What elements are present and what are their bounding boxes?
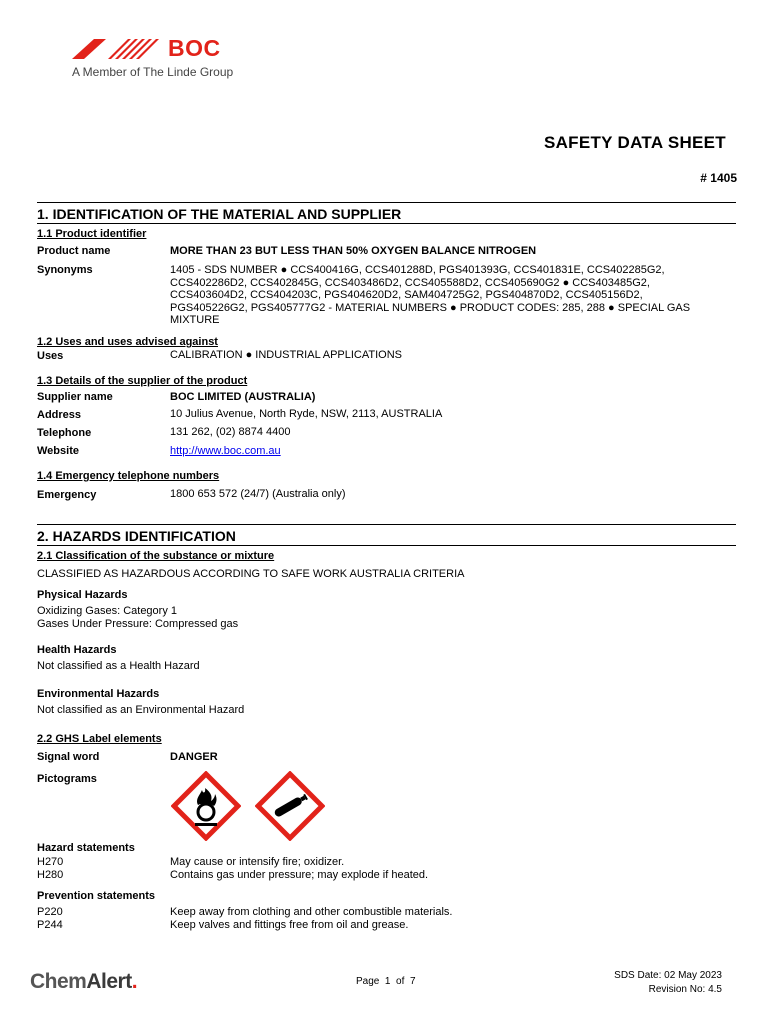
subsection-1-3-title: 1.3 Details of the supplier of the product: [37, 375, 248, 387]
brand-tagline: A Member of The Linde Group: [72, 65, 234, 79]
revision-number: Revision No: 4.5: [648, 984, 722, 995]
emergency-label: Emergency: [37, 489, 97, 501]
hazard-statements-label: Hazard statements: [37, 842, 135, 854]
section-1-heading: 1. IDENTIFICATION OF THE MATERIAL AND SUPPLIER: [37, 202, 736, 224]
prevention-code: P220: [37, 906, 63, 918]
uses-label: Uses: [37, 350, 64, 362]
prevention-text: Keep valves and fittings free from oil and grease.: [170, 919, 409, 931]
website-link[interactable]: http://www.boc.com.au: [170, 445, 281, 457]
gas-cylinder-icon: [255, 771, 325, 844]
telephone-value: 131 262, (02) 8874 4400: [170, 426, 291, 438]
prevention-statements-label: Prevention statements: [37, 890, 155, 902]
hazard-text: Contains gas under pressure; may explode if heated.: [170, 869, 429, 881]
health-hazards-value: Not classified as a Health Hazard: [37, 660, 200, 672]
subsection-1-2-title: 1.2 Uses and uses advised against: [37, 336, 218, 348]
address-label: Address: [37, 409, 82, 421]
supplier-value: BOC LIMITED (AUSTRALIA): [170, 391, 316, 403]
prevention-code: P244: [37, 919, 63, 931]
emergency-value: 1800 653 572 (24/7) (Australia only): [170, 488, 346, 500]
website-label: Website: [37, 445, 79, 457]
uses-value: CALIBRATION ● INDUSTRIAL APPLICATIONS: [170, 349, 402, 361]
hazard-code: H280: [37, 869, 64, 881]
hazard-text: May cause or intensify fire; oxidizer.: [170, 856, 345, 868]
section-2-heading: 2. HAZARDS IDENTIFICATION: [37, 524, 736, 546]
subsection-1-1-title: 1.1 Product identifier: [37, 228, 147, 240]
boc-stripes-icon: [72, 37, 164, 61]
brand-name: BOC: [168, 35, 221, 61]
synonyms-value: 1405 - SDS NUMBER ● CCS400416G, CCS401288D, PGS401393G, CCS401831E, CCS402285G2, CCS402286D2, CCS402845G, CCS403486D2, CCS405588D2, CCS405690G2 ● CCS403485G2, CCS403604D2, CCS404203C, PGS404620D2, SAM404725G2, PGS404870D2, CCS405156D2, PGS405226G2, PGS405777G2 - MATERIAL NUMBERS ● PRODUCT CODES: 285, 288 ● SPECIAL GAS MIXTURE: [170, 264, 691, 326]
physical-hazard-line: Gases Under Pressure: Compressed gas: [37, 618, 239, 630]
product-name-label: Product name: [37, 245, 111, 257]
product-name-value: MORE THAN 23 BUT LESS THAN 50% OXYGEN BALANCE NITROGEN: [170, 245, 537, 257]
telephone-label: Telephone: [37, 427, 92, 439]
synonyms-label: Synonyms: [37, 264, 93, 276]
signal-word-label: Signal word: [37, 751, 100, 763]
subsection-2-1-title: 2.1 Classification of the substance or mixture: [37, 550, 275, 562]
page-indicator: Page 1 of 7: [356, 976, 416, 987]
address-value: 10 Julius Avenue, North Ryde, NSW, 2113, AUSTRALIA: [170, 408, 443, 420]
chemalert-logo: ChemAlert.: [30, 970, 138, 993]
signal-word-value: DANGER: [170, 751, 218, 763]
classification-text: CLASSIFIED AS HAZARDOUS ACCORDING TO SAFE WORK AUSTRALIA CRITERIA: [37, 568, 465, 580]
sds-number: # 1405: [700, 171, 737, 185]
environmental-hazards-value: Not classified as an Environmental Hazard: [37, 704, 245, 716]
prevention-text: Keep away from clothing and other combustible materials.: [170, 906, 453, 918]
environmental-hazards-label: Environmental Hazards: [37, 688, 160, 700]
health-hazards-label: Health Hazards: [37, 644, 117, 656]
hazard-code: H270: [37, 856, 64, 868]
physical-hazard-line: Oxidizing Gases: Category 1: [37, 605, 178, 617]
pictograms-label: Pictograms: [37, 773, 97, 785]
physical-hazards-label: Physical Hazards: [37, 589, 128, 601]
subsection-1-4-title: 1.4 Emergency telephone numbers: [37, 470, 220, 482]
supplier-label: Supplier name: [37, 391, 113, 403]
document-title: SAFETY DATA SHEET: [543, 133, 726, 152]
sds-date: SDS Date: 02 May 2023: [614, 970, 722, 981]
subsection-2-2-title: 2.2 GHS Label elements: [37, 733, 162, 745]
flame-over-circle-icon: [171, 771, 241, 844]
